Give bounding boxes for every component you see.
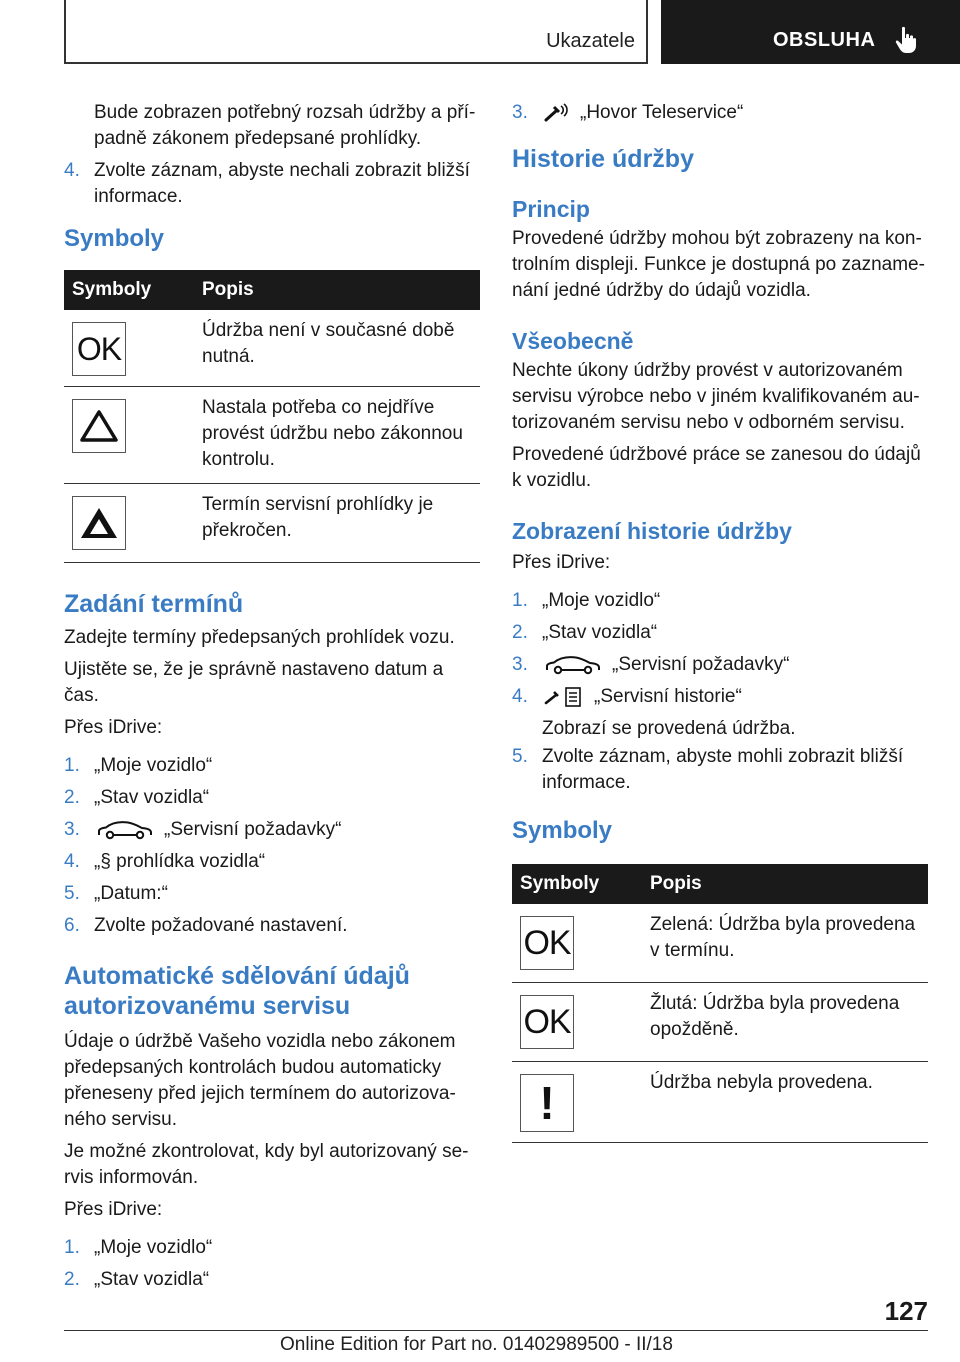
list-item: 1. „Moje vozidlo“ bbox=[64, 755, 213, 776]
page-number: 127 bbox=[884, 1296, 928, 1326]
auto-paragraph-3: Přes iDrive: bbox=[64, 1199, 163, 1220]
footer-edition: Online Edition for Part no. 01402989500 - II/18 bbox=[280, 1334, 673, 1355]
header-section-title: Ukazatele bbox=[546, 30, 635, 52]
table-row bbox=[64, 387, 480, 484]
list-item: 3. „Servisní požadavky“ bbox=[64, 819, 342, 840]
header-chapter-tab bbox=[661, 0, 960, 64]
table-row bbox=[64, 484, 480, 563]
dates-paragraph-3: Přes iDrive: bbox=[64, 717, 163, 738]
history-symbols-table bbox=[512, 864, 928, 1143]
right-column bbox=[512, 100, 928, 1143]
list-item: 5. Zvolte záznam, abyste mohli zobrazit bližší informace. bbox=[512, 746, 904, 793]
principle-paragraph: Provedené údržby mohou být zobrazeny na kontrolním displeji. Funkce je dostupná po zaznamenání jedné údržby do údajů vozidla. bbox=[512, 228, 925, 301]
step-number: 4. bbox=[64, 160, 80, 181]
ok-symbol-icon: OK bbox=[72, 322, 126, 376]
list-item: 5. „Datum:“ bbox=[64, 883, 168, 904]
list-item bbox=[64, 158, 480, 210]
list-item: 1. „Moje vozidlo“ bbox=[64, 1237, 213, 1258]
table-cell-description: Termín servisní prohlídky je překročen. bbox=[194, 484, 480, 563]
section-heading-auto-report: Automatické sdělování údajů autorizovanému servisu bbox=[64, 962, 410, 1020]
list-item: 3. „Hovor Teleservice“ bbox=[512, 102, 744, 123]
car-icon bbox=[96, 820, 154, 840]
teleservice-step-list bbox=[512, 100, 928, 126]
header-chapter-title: OBSLUHA bbox=[773, 29, 876, 51]
display-step-list bbox=[512, 588, 928, 796]
dates-step-list bbox=[64, 753, 480, 939]
auto-paragraph-2: Je možné zkontrolovat, kdy byl autorizovaný servis informován. bbox=[64, 1141, 469, 1188]
warning-triangle-filled-icon bbox=[72, 496, 126, 550]
subheading-display-history: Zobrazení historie údržby bbox=[512, 518, 792, 544]
ok-yellow-symbol-icon: OK bbox=[520, 995, 574, 1049]
list-item: 3. „Servisní požadavky“ bbox=[512, 654, 790, 675]
dates-paragraph-2: Ujistěte se, že je správně nastaveno datum a čas. bbox=[64, 659, 444, 706]
left-column bbox=[64, 100, 480, 1299]
auto-step-list bbox=[64, 1235, 480, 1293]
step-text: Zvolte záznam, abyste nechali zobrazit bližší informace. bbox=[94, 160, 470, 207]
step-note: Zobrazí se provedená údržba. bbox=[542, 718, 796, 739]
list-item: 6. Zvolte požadované nastavení. bbox=[64, 915, 348, 936]
list-item: 4. „Servisní historie“ Zobrazí se provedená údržba. bbox=[512, 684, 928, 742]
section-heading-symbols: Symboly bbox=[64, 225, 165, 252]
section-heading-symbols-history: Symboly bbox=[512, 817, 613, 844]
warning-triangle-outline-icon bbox=[72, 399, 126, 453]
table-row bbox=[512, 1062, 928, 1143]
section-heading-dates: Zadání termínů bbox=[64, 590, 244, 618]
table-cell-description: Zelená: Údržba byla provedena v termínu. bbox=[642, 904, 928, 983]
exclamation-symbol-icon: ! bbox=[520, 1074, 574, 1132]
symbols-table bbox=[64, 270, 480, 563]
table-header-symbol: Symboly bbox=[64, 270, 194, 310]
list-item: 2. „Stav vozidla“ bbox=[512, 622, 658, 643]
ok-green-symbol-icon: OK bbox=[520, 916, 574, 970]
auto-paragraph-1: Údaje o údržbě Vašeho vozidla nebo zákonem předepsaných kontrolách budou automaticky přeneseny před jejich termínem do autorizovaného servisu. bbox=[64, 1031, 456, 1130]
footer-divider bbox=[64, 1330, 928, 1331]
service-history-icon bbox=[544, 686, 584, 708]
table-cell-description: Údržba není v současné době nutná. bbox=[194, 310, 480, 387]
table-row bbox=[512, 904, 928, 983]
general-paragraph-1: Nechte úkony údržby provést v autorizovaném servisu výrobce nebo v jiném kvalifikovaném autorizovaném servisu nebo v odborném servisu. bbox=[512, 360, 920, 433]
general-paragraph-2: Provedené údržbové práce se zanesou do údajů k vozidlu. bbox=[512, 444, 921, 491]
table-cell-description: Údržba nebyla provedena. bbox=[642, 1062, 928, 1143]
table-cell-description: Žlutá: Údržba byla provedena opožděně. bbox=[642, 983, 928, 1062]
display-paragraph: Přes iDrive: bbox=[512, 552, 611, 573]
table-header-description: Popis bbox=[194, 270, 480, 310]
table-row bbox=[512, 983, 928, 1062]
table-row bbox=[64, 310, 480, 387]
table-header-description: Popis bbox=[642, 864, 928, 904]
section-heading-history: Historie údržby bbox=[512, 145, 694, 173]
car-icon bbox=[544, 655, 602, 675]
dates-paragraph-1: Zadejte termíny předepsaných prohlídek vozu. bbox=[64, 627, 455, 648]
table-cell-description: Nastala potřeba co nejdříve provést údržbu nebo zákonnou kontrolu. bbox=[194, 387, 480, 484]
subheading-general: Všeobecně bbox=[512, 328, 634, 354]
subheading-principle: Princip bbox=[512, 196, 590, 222]
list-item: 4. „§ prohlídka vozidla“ bbox=[64, 851, 266, 872]
hand-pointer-icon bbox=[895, 26, 917, 54]
table-header-symbol: Symboly bbox=[512, 864, 642, 904]
wrench-signal-icon bbox=[544, 103, 570, 123]
list-item: 2. „Stav vozidla“ bbox=[64, 787, 210, 808]
intro-step-list bbox=[64, 158, 480, 210]
list-item: 2. „Stav vozidla“ bbox=[64, 1269, 210, 1290]
list-item: 1. „Moje vozidlo“ bbox=[512, 590, 661, 611]
intro-continuation: Bude zobrazen potřebný rozsah údržby a případně zákonem předepsané prohlídky. bbox=[94, 102, 476, 149]
